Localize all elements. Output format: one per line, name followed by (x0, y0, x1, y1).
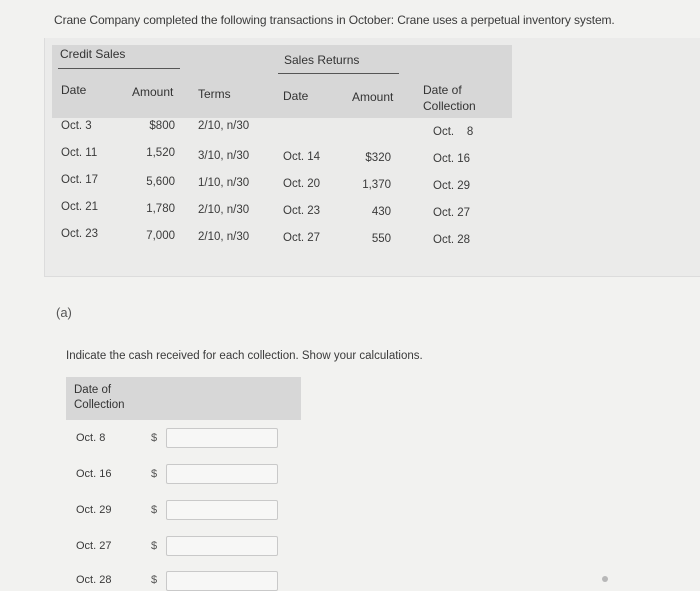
col-header-amount: Amount (132, 85, 174, 99)
answer-row-1-input[interactable] (166, 428, 278, 448)
row-5-return-date: Oct. 27 (283, 232, 321, 244)
row-4-terms: 2/10, n/30 (198, 204, 250, 216)
part-a-label: (a) (56, 305, 72, 320)
answer-row-3-input[interactable] (166, 500, 278, 520)
row-5-terms: 2/10, n/30 (198, 231, 250, 243)
row-3-amount: 5,600 (146, 176, 175, 188)
answer-row-5-input[interactable] (166, 571, 278, 591)
row-4-date: Oct. 21 (61, 201, 99, 213)
answer-row-3-currency: $ (151, 504, 158, 516)
problem-intro-text: Crane Company completed the following transactions in October: Crane uses a perpetual inventory system. (54, 13, 615, 27)
row-5-amount: 7,000 (146, 230, 175, 242)
credit-sales-group-label: Credit Sales (60, 47, 126, 61)
col-header-return-amount: Amount (352, 90, 394, 104)
row-1-terms: 2/10, n/30 (198, 120, 250, 132)
row-5-collection: Oct. 28 (433, 234, 471, 246)
credit-sales-underline (58, 68, 180, 69)
answer-header-date-of-collection (74, 383, 125, 413)
row-4-return-date: Oct. 23 (283, 205, 321, 217)
row-2-terms: 3/10, n/30 (198, 150, 250, 162)
answer-row-1-currency: $ (151, 432, 158, 444)
row-1-collection: Oct. 8 (433, 126, 474, 138)
answer-row-3-date: Oct. 29 (76, 504, 112, 516)
row-5-date: Oct. 23 (61, 228, 99, 240)
answer-header-line1: Date of (74, 384, 112, 396)
row-5-return-amount: 550 (371, 233, 391, 245)
col-header-collection-line2: Collection (423, 99, 476, 113)
col-header-terms: Terms (198, 87, 231, 101)
answer-row-1-date: Oct. 8 (76, 432, 106, 444)
instruction-text: Indicate the cash received for each collection. Show your calculations. (66, 350, 423, 362)
row-1-amount: $800 (149, 120, 175, 132)
row-2-date: Oct. 11 (61, 147, 98, 159)
scroll-indicator[interactable] (602, 576, 608, 582)
row-4-collection: Oct. 27 (433, 207, 471, 219)
row-2-collection: Oct. 16 (433, 153, 471, 165)
row-1-date: Oct. 3 (61, 120, 92, 132)
row-3-terms: 1/10, n/30 (198, 177, 250, 189)
answer-row-4-date: Oct. 27 (76, 540, 112, 552)
row-2-amount: 1,520 (146, 147, 175, 159)
answer-row-2-input[interactable] (166, 464, 278, 484)
col-header-date: Date (61, 83, 87, 97)
answer-row-2-currency: $ (151, 468, 158, 480)
answer-row-4-input[interactable] (166, 536, 278, 556)
col-header-date-of-collection (423, 82, 476, 114)
col-header-collection-line1: Date of (423, 83, 462, 97)
answer-row-5-currency: $ (151, 574, 158, 586)
answer-row-2-date: Oct. 16 (76, 468, 112, 480)
row-3-return-date: Oct. 20 (283, 178, 321, 190)
sales-returns-underline (278, 73, 399, 74)
row-2-return-date: Oct. 14 (283, 151, 321, 163)
row-3-date: Oct. 17 (61, 174, 99, 186)
answer-row-5-date: Oct. 28 (76, 574, 112, 586)
row-3-collection: Oct. 29 (433, 180, 471, 192)
row-3-return-amount: 1,370 (362, 179, 391, 191)
answer-header-line2: Collection (74, 399, 125, 411)
sales-returns-group-label: Sales Returns (284, 53, 360, 67)
row-4-return-amount: 430 (371, 206, 391, 218)
col-header-return-date: Date (283, 89, 309, 103)
row-4-amount: 1,780 (146, 203, 175, 215)
row-2-return-amount: $320 (365, 152, 391, 164)
answer-row-4-currency: $ (151, 540, 158, 552)
